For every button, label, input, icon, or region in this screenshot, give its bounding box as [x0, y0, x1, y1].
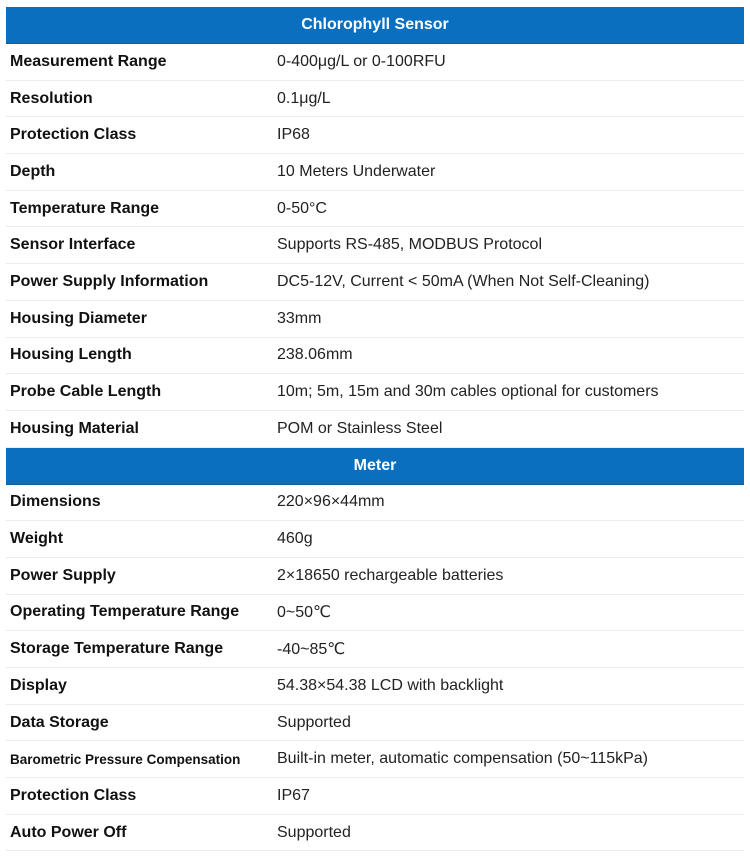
spec-row-housing-diameter — [6, 301, 744, 338]
spec-value: 0-400μg/L or 0-100RFU — [277, 52, 446, 70]
spec-table — [6, 7, 744, 851]
spec-value: 220×96×44mm — [277, 493, 385, 511]
spec-value: 238.06mm — [277, 346, 353, 364]
spec-value: Supports RS-485, MODBUS Protocol — [277, 236, 542, 254]
spec-row-protection-class — [6, 117, 744, 154]
spec-value: 0~50℃ — [277, 604, 332, 622]
spec-label: Housing Diameter — [10, 309, 147, 327]
spec-row-protection-class-meter — [6, 778, 744, 815]
spec-label: Data Storage — [10, 713, 109, 731]
spec-row-temperature-range — [6, 191, 744, 228]
spec-label: Weight — [10, 530, 64, 548]
spec-label: Operating Temperature Range — [10, 603, 240, 621]
spec-row-display — [6, 668, 744, 705]
spec-row-power-supply-information — [6, 264, 744, 301]
spec-value: 460g — [277, 530, 313, 548]
spec-label: Protection Class — [10, 126, 137, 144]
spec-label: Measurement Range — [10, 52, 167, 70]
spec-label: Auto Power Off — [10, 823, 127, 841]
spec-row-storage-temperature-range — [6, 631, 744, 668]
spec-label: Power Supply — [10, 566, 116, 584]
spec-row-measurement-range — [6, 44, 744, 81]
spec-value: Supported — [277, 823, 351, 841]
spec-row-sensor-interface — [6, 227, 744, 264]
spec-label: Depth — [10, 162, 56, 180]
spec-row-housing-material — [6, 411, 744, 448]
spec-label: Barometric Pressure Compensation — [10, 751, 241, 767]
spec-value: Supported — [277, 713, 351, 731]
spec-row-auto-power-off — [6, 815, 744, 852]
spec-value: DC5-12V, Current < 50mA (When Not Self-Cleaning) — [277, 272, 650, 290]
spec-label: Sensor Interface — [10, 236, 136, 254]
spec-value: 54.38×54.38 LCD with backlight — [277, 676, 504, 694]
spec-row-probe-cable-length — [6, 374, 744, 411]
spec-value: 33mm — [277, 309, 322, 327]
spec-label: Housing Length — [10, 346, 132, 364]
spec-label: Power Supply Information — [10, 272, 209, 290]
spec-value: -40~85℃ — [277, 641, 346, 659]
spec-row-data-storage — [6, 705, 744, 742]
spec-row-power-supply — [6, 558, 744, 595]
spec-label: Probe Cable Length — [10, 383, 162, 401]
spec-value: 0.1μg/L — [277, 89, 331, 107]
spec-value: 10 Meters Underwater — [277, 162, 436, 180]
spec-label: Temperature Range — [10, 199, 160, 217]
spec-value: POM or Stainless Steel — [277, 419, 443, 437]
section-header-chlorophyll-sensor: Chlorophyll Sensor — [6, 7, 744, 44]
spec-row-depth — [6, 154, 744, 191]
spec-row-housing-length — [6, 338, 744, 375]
spec-label: Storage Temperature Range — [10, 640, 224, 658]
spec-label: Protection Class — [10, 786, 137, 804]
spec-row-operating-temperature-range — [6, 595, 744, 632]
spec-row-dimensions — [6, 485, 744, 522]
spec-value: IP67 — [277, 786, 310, 804]
section-header-meter: Meter — [6, 448, 744, 485]
spec-value: 2×18650 rechargeable batteries — [277, 566, 504, 584]
spec-label: Display — [10, 676, 67, 694]
spec-row-barometric-pressure-compensation — [6, 741, 744, 778]
spec-value: IP68 — [277, 126, 310, 144]
spec-label: Dimensions — [10, 493, 101, 511]
spec-row-resolution — [6, 81, 744, 118]
spec-value: 10m; 5m, 15m and 30m cables optional for customers — [277, 383, 659, 401]
spec-value: Built-in meter, automatic compensation (50~115kPa) — [277, 750, 649, 768]
spec-row-weight — [6, 521, 744, 558]
spec-value: 0-50°C — [277, 199, 327, 217]
spec-label: Resolution — [10, 89, 93, 107]
spec-label: Housing Material — [10, 419, 139, 437]
